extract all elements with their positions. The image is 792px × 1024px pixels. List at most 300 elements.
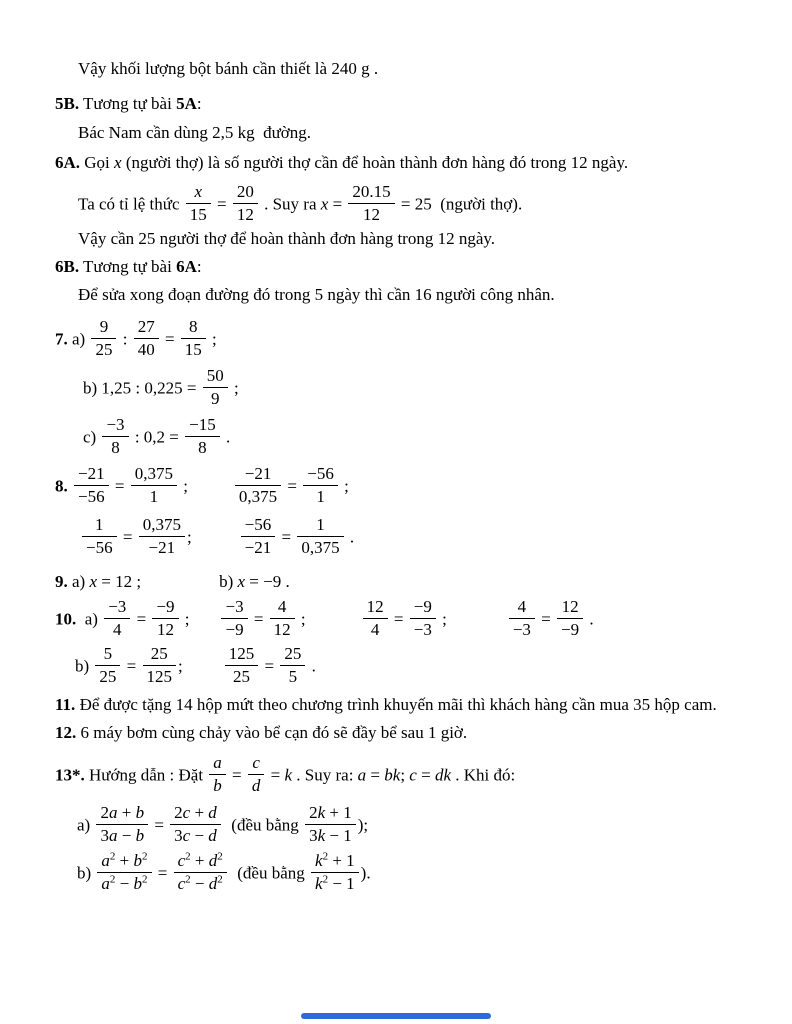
fraction (74, 464, 109, 507)
text-run: : (196, 257, 202, 276)
math-variable: x (194, 182, 203, 201)
math-variable: dk (434, 765, 451, 785)
fraction-denominator (174, 873, 227, 894)
fraction-denominator (96, 825, 148, 846)
text-run: ; (296, 609, 306, 629)
item-8-row2 (55, 516, 762, 561)
fraction (557, 597, 583, 640)
item-13-intro (55, 754, 762, 799)
item-6a-work (55, 183, 762, 228)
text-run: + 1 (325, 803, 352, 822)
math-variable: x (114, 153, 122, 172)
math-variable: bk (384, 765, 401, 785)
text-run: Để sửa xong đoạn đường đó trong 5 ngày thì cần 16 người công nhân. (78, 285, 555, 304)
fraction-numerator (348, 182, 394, 204)
text-run: −3 (413, 620, 432, 639)
text-run: 1 (95, 515, 104, 534)
fraction-denominator (297, 537, 343, 558)
text-run: = (328, 194, 347, 214)
text-run: ; (178, 656, 183, 676)
text-run: 2 (309, 803, 318, 822)
text-run: = (150, 815, 169, 835)
fraction (152, 597, 178, 640)
fraction (203, 366, 228, 409)
fraction (248, 753, 265, 796)
math-variable: a (108, 826, 118, 845)
item-number-label: 9. (55, 572, 68, 591)
fraction-denominator (131, 486, 177, 507)
fraction-denominator (102, 437, 128, 458)
text-run: = (260, 656, 279, 676)
text-run: a) (77, 815, 95, 835)
math-variable: k (315, 851, 323, 870)
text-run: + (117, 803, 136, 822)
text-run: −9 (225, 620, 244, 639)
text-run: Ta có tỉ lệ thức (78, 194, 184, 214)
text-run: 125 (228, 644, 255, 663)
text-run: ; (180, 609, 190, 629)
math-variable: a (213, 753, 222, 772)
text-run: : (196, 94, 202, 113)
text-run: 12 (156, 620, 174, 639)
math-variable: d (208, 803, 217, 822)
column-gap (306, 623, 361, 624)
text-run: 8 (111, 438, 120, 457)
math-variable: c (409, 765, 417, 785)
fraction (270, 597, 295, 640)
fraction-denominator (233, 204, 258, 225)
text-run: 1 (149, 487, 159, 506)
fraction-numerator (102, 415, 128, 437)
fraction (509, 597, 535, 640)
text-run: −21 (244, 464, 272, 483)
fraction-denominator (152, 619, 178, 640)
text-run: −21 (78, 464, 105, 483)
fraction-numerator (270, 597, 295, 619)
text-run: = (416, 765, 435, 785)
text-run: 5 (103, 644, 113, 663)
fraction (134, 317, 159, 360)
text-run: 50 (206, 366, 224, 385)
text-run: 2 (100, 803, 109, 822)
math-variable: d (208, 851, 218, 870)
text-run: . Suy ra: (292, 765, 358, 785)
text-run: + (190, 803, 209, 822)
solution-text-block (55, 58, 762, 897)
text-run: (đều bằng (228, 863, 310, 883)
text-run: 12 (273, 620, 291, 639)
text-run: = (160, 329, 179, 349)
fraction-numerator (297, 515, 343, 537)
fraction-denominator (97, 873, 151, 894)
text-run: 1 (316, 487, 325, 506)
math-variable: a (101, 874, 110, 893)
text-run: = (132, 609, 151, 629)
fraction-numerator (139, 515, 185, 537)
superscript-exponent: 2 (322, 850, 329, 863)
item-number-label: 6A (176, 257, 197, 276)
text-run: Để được tặng 14 hộp mứt theo chương trình khuyến mãi thì khách hàng cần mua 35 hộp cam. (75, 695, 717, 714)
text-run: 0,375 (134, 464, 173, 483)
text-run: − 1 (328, 874, 355, 893)
fraction-numerator (104, 597, 130, 619)
text-run: = (122, 656, 141, 676)
fraction (410, 597, 436, 640)
text-run: = (266, 765, 285, 785)
column-gap (447, 623, 507, 624)
text-run: 9 (210, 389, 220, 408)
text-run: 25 (95, 340, 113, 359)
item-number-label: 6A. (55, 153, 81, 172)
fraction-numerator (303, 464, 338, 486)
fraction-numerator (241, 515, 276, 537)
superscript-exponent: 2 (217, 873, 223, 886)
fraction (235, 464, 281, 507)
fraction (209, 753, 226, 796)
math-variable: k (284, 765, 293, 785)
solution-5a-conclusion (55, 58, 762, 80)
fraction-numerator (186, 182, 211, 204)
math-variable: k (317, 826, 326, 845)
fraction (131, 464, 177, 507)
fraction-numerator (185, 415, 220, 437)
text-run: . Suy ra (259, 194, 321, 214)
text-run: . (585, 609, 594, 629)
fraction-numerator (509, 597, 535, 619)
text-run: −3 (512, 620, 531, 639)
fraction-denominator (410, 619, 436, 640)
text-run: − 1 (325, 826, 352, 845)
text-run: 8 (198, 438, 207, 457)
text-run: ; (207, 329, 217, 349)
item-6b-answer (55, 284, 762, 306)
fraction-denominator (209, 775, 226, 796)
text-run: 15 (189, 205, 207, 224)
text-run: + (115, 851, 134, 870)
item-10a (55, 598, 762, 643)
text-run: = (153, 863, 172, 883)
text-run: 20 (236, 182, 254, 201)
text-run: ; (229, 378, 239, 398)
text-run: Hướng dẫn : Đặt (84, 765, 208, 785)
text-run: 12 (236, 205, 254, 224)
text-run: Vậy cần 25 người thợ để hoàn thành đơn hàng trong 12 ngày. (78, 229, 496, 248)
fraction (102, 415, 128, 458)
fraction (185, 415, 220, 458)
text-run: −15 (189, 415, 216, 434)
column-gap (192, 541, 239, 542)
text-run: c) (83, 427, 101, 447)
text-run: . (345, 527, 355, 547)
item-number-label: 13*. (55, 765, 85, 785)
fraction-denominator (82, 537, 117, 558)
text-run: 27 (137, 317, 155, 336)
fraction (241, 515, 276, 558)
fraction-numerator (74, 464, 109, 486)
fraction-numerator (203, 366, 228, 388)
column-gap (188, 490, 233, 491)
text-run: −9 (156, 597, 175, 616)
text-run: 12 (366, 597, 384, 616)
text-run: + (190, 851, 209, 870)
item-number-label: 10. (55, 609, 77, 629)
text-run: = (283, 476, 302, 496)
fraction-denominator (363, 619, 388, 640)
item-13b (55, 852, 762, 897)
superscript-exponent: 2 (109, 850, 116, 863)
item-13a (55, 804, 762, 849)
fraction-denominator (143, 666, 177, 687)
fraction-numerator (410, 597, 436, 619)
text-run: −9 (413, 597, 432, 616)
text-run: − (117, 826, 136, 845)
fraction (181, 317, 206, 360)
page-indicator-bar (301, 1013, 491, 1019)
item-number-label: 7. (55, 329, 68, 349)
text-run: = 25 (người thợ). (396, 194, 523, 214)
fraction-denominator (270, 619, 295, 640)
text-run: + 1 (328, 851, 355, 870)
text-run: ; (339, 476, 349, 496)
fraction (303, 464, 338, 507)
text-run: 8 (189, 317, 198, 336)
fraction-denominator (170, 825, 221, 846)
text-run: = (249, 609, 268, 629)
fraction-numerator (143, 644, 177, 666)
text-run: −56 (244, 515, 272, 534)
item-6a (55, 152, 762, 174)
text-run: ; (178, 476, 188, 496)
fraction-numerator (152, 597, 178, 619)
text-run: ); (357, 815, 369, 835)
math-variable: d (208, 874, 218, 893)
item-5b (55, 93, 762, 115)
text-run: −56 (86, 538, 113, 557)
fraction (104, 597, 130, 640)
text-run: . (221, 427, 231, 447)
text-run: 9 (99, 317, 109, 336)
text-run: Vậy khối lượng bột bánh cần thiết là 240 g . (78, 59, 379, 78)
fraction-numerator (97, 851, 151, 873)
item-9 (55, 571, 762, 593)
fraction-numerator (221, 597, 247, 619)
math-variable: c (182, 826, 191, 845)
text-run: −3 (225, 597, 244, 616)
fraction-numerator (174, 851, 227, 873)
text-run: 2 (174, 803, 183, 822)
text-run: 25 (284, 644, 302, 663)
text-run: = (366, 765, 385, 785)
math-variable: c (252, 753, 260, 772)
item-6a-conclusion (55, 228, 762, 250)
math-variable: c (182, 803, 191, 822)
fraction-denominator (311, 873, 359, 894)
item-7b (55, 367, 762, 412)
fraction-denominator (203, 388, 228, 409)
fraction-denominator (139, 537, 185, 558)
fraction (95, 644, 120, 687)
text-run: 4 (370, 620, 380, 639)
text-run: 25 (150, 644, 168, 663)
math-variable: d (208, 826, 217, 845)
superscript-exponent: 2 (322, 873, 329, 886)
fraction-denominator (91, 339, 116, 360)
fraction-denominator (280, 666, 305, 687)
fraction-denominator (509, 619, 535, 640)
math-variable: c (177, 874, 186, 893)
text-run: = (118, 527, 137, 547)
text-run: Gọi (80, 153, 115, 172)
item-number-label: 5A (176, 94, 197, 113)
text-run: 40 (137, 340, 155, 359)
fraction-denominator (134, 339, 159, 360)
fraction (139, 515, 185, 558)
superscript-exponent: 2 (142, 873, 148, 886)
superscript-exponent: 2 (185, 850, 191, 863)
text-run: b) (75, 656, 94, 676)
fraction-denominator (235, 486, 281, 507)
text-run: 0,375 (142, 515, 181, 534)
text-run: . Khi đó: (450, 765, 516, 785)
math-variable: a (108, 803, 118, 822)
text-run: ; (437, 609, 447, 629)
fraction-numerator (170, 803, 221, 825)
fraction-numerator (209, 753, 226, 775)
text-run: a) (76, 609, 103, 629)
item-7a (55, 318, 762, 363)
fraction-denominator (225, 666, 259, 687)
text-run: 6 máy bơm cùng chảy vào bể cạn đó sẽ đầy bể sau 1 giờ. (76, 723, 468, 742)
fraction (170, 803, 221, 846)
text-run: (đều bằng (222, 815, 304, 835)
math-variable: b (133, 851, 143, 870)
column-gap (141, 586, 219, 587)
fraction-numerator (82, 515, 117, 537)
math-variable: b (135, 803, 145, 822)
text-run: = (110, 476, 129, 496)
text-run: 4 (517, 597, 527, 616)
item-number-label: 12. (55, 723, 77, 742)
fraction-numerator (235, 464, 281, 486)
fraction (280, 644, 305, 687)
text-run: −56 (78, 487, 105, 506)
item-number-label: 6B. (55, 257, 80, 276)
fraction-numerator (96, 803, 148, 825)
text-run: −21 (244, 538, 272, 557)
text-run: 5 (288, 667, 298, 686)
text-run: ; (186, 527, 192, 547)
fraction-numerator (363, 597, 388, 619)
fraction-numerator (311, 851, 359, 873)
text-run: 12 (561, 597, 579, 616)
math-variable: a (101, 851, 110, 870)
superscript-exponent: 2 (142, 850, 148, 863)
fraction-numerator (557, 597, 583, 619)
text-run: 15 (184, 340, 202, 359)
fraction (174, 851, 227, 894)
text-run: 3 (174, 826, 183, 845)
math-variable: x (89, 572, 98, 591)
text-run: : (118, 329, 132, 349)
fraction-denominator (104, 619, 130, 640)
text-run: = 12 ; (97, 572, 142, 591)
fraction-denominator (181, 339, 206, 360)
text-run: (người thợ) là số người thợ cần để hoàn thành đơn hàng đó trong 12 ngày. (121, 153, 629, 172)
text-run: 0,375 (301, 538, 340, 557)
text-run: 12 (363, 205, 381, 224)
column-gap (183, 670, 223, 671)
math-variable: a (357, 765, 367, 785)
text-run: b) (77, 863, 96, 883)
text-run: −3 (108, 597, 127, 616)
fraction (297, 515, 343, 558)
fraction (91, 317, 116, 360)
math-variable: x (237, 572, 246, 591)
math-variable: c (177, 851, 186, 870)
math-variable: b (213, 776, 222, 795)
column-gap (189, 623, 219, 624)
text-run: = (389, 609, 408, 629)
fraction-numerator (225, 644, 259, 666)
fraction-denominator (221, 619, 247, 640)
math-variable: b (135, 826, 145, 845)
fraction (96, 803, 148, 846)
fraction-numerator (181, 317, 206, 339)
item-12 (55, 722, 762, 744)
item-number-label: 11. (55, 695, 76, 714)
fraction-denominator (303, 486, 338, 507)
fraction (311, 851, 359, 894)
fraction-denominator (348, 204, 394, 225)
item-5b-answer (55, 122, 762, 144)
fraction-numerator (91, 317, 116, 339)
fraction-denominator (557, 619, 583, 640)
fraction-numerator (131, 464, 177, 486)
fraction (221, 597, 247, 640)
fraction (82, 515, 117, 558)
fraction-denominator (185, 437, 220, 458)
fraction-numerator (305, 803, 356, 825)
text-run: Bác Nam cần dùng 2,5 kg đường. (78, 123, 312, 142)
text-run: Tương tự bài (79, 94, 177, 113)
text-run: −9 (561, 620, 580, 639)
fraction-numerator (233, 182, 258, 204)
superscript-exponent: 2 (109, 873, 116, 886)
text-run: −21 (148, 538, 176, 557)
text-run: 0,375 (238, 487, 278, 506)
item-8-row1 (55, 465, 762, 510)
text-run: 25 (99, 667, 117, 686)
fraction (363, 597, 388, 640)
text-run: 25 (233, 667, 250, 686)
text-run: 20.15 (352, 182, 391, 201)
text-run: b) 1,25 : 0,225 = (83, 378, 201, 398)
text-run: − (190, 874, 209, 893)
math-variable: x (320, 194, 329, 214)
fraction (186, 182, 211, 225)
fraction-numerator (134, 317, 159, 339)
text-run: − (115, 874, 134, 893)
math-variable: k (317, 803, 326, 822)
text-run: − (190, 826, 209, 845)
text-run: ). (360, 863, 371, 883)
fraction-denominator (95, 666, 120, 687)
text-run: = (277, 527, 296, 547)
text-run: Tương tự bài (79, 257, 177, 276)
text-run: . (307, 656, 316, 676)
math-variable: d (251, 776, 261, 795)
fraction-denominator (241, 537, 276, 558)
